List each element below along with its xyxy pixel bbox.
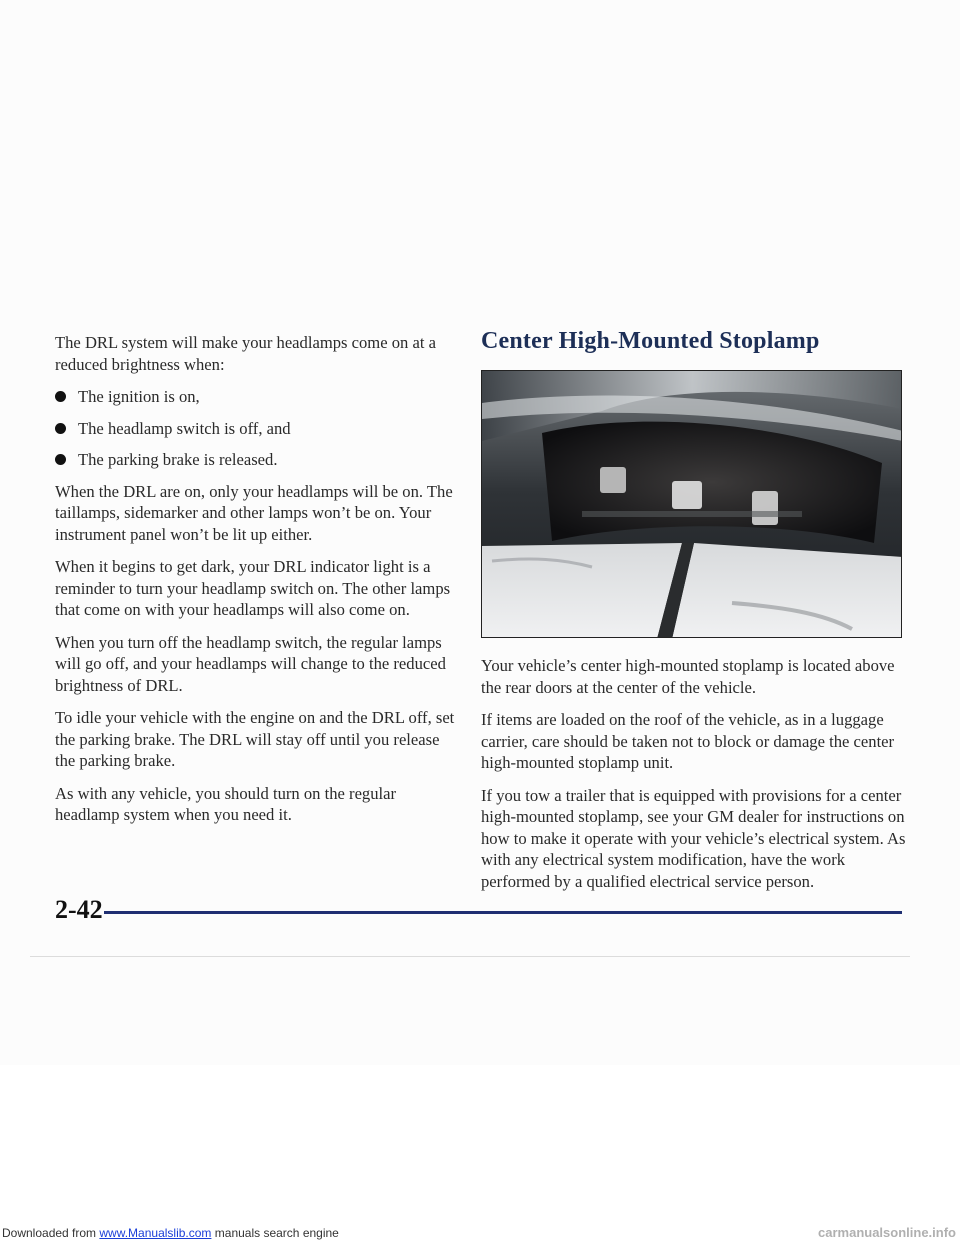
paragraph: If you tow a trailer that is equipped with provisions for a center high-mounted stoplamp, see your GM dealer for instructions on how to make it operate with your vehicle’s electrical system. As with any electrical system modification, have the work performed by a qualified electrical service person. [481,785,906,891]
section-heading: Center High-Mounted Stoplamp [481,328,820,354]
page-divider [104,911,902,914]
page-number: 2-42 [55,895,103,924]
paragraph: As with any vehicle, you should turn on the regular headlamp system when you need it. [55,783,397,824]
bullet-icon [55,454,66,465]
list-item: The headlamp switch is off, and [55,418,455,440]
paragraph: When the DRL are on, only your headlamps will be on. The taillamps, sidemarker and other lamps won’t be on. Your instrument panel won’t be lit up either. [55,481,453,544]
paragraph: When it begins to get dark, your DRL indicator light is a reminder to turn your headlamp switch on. The other lamps that come on with your headlamps will also come on. [55,557,451,619]
footer-source: Downloaded from www.Manualslib.com manuals search engine [2,1226,339,1240]
paragraph: When you turn off the headlamp switch, the regular lamps will go off, and your headlamps will change to the reduced brightness of DRL. [55,632,446,695]
stoplamp-photo [481,370,902,638]
list-item: The parking brake is released. [55,449,455,471]
paragraph: To idle your vehicle with the engine on and the DRL off, set the parking brake. The DRL will stay off until you release the parking brake. [55,708,455,770]
paragraph: If items are loaded on the roof of the vehicle, as in a luggage carrier, care should be taken not to block or damage the center high-mounted stoplamp unit. [481,710,895,772]
download-footer [0,1226,960,1242]
right-column [481,655,906,903]
faint-divider [30,956,910,957]
bullet-icon [55,391,66,402]
left-column [55,332,455,837]
condition-list [55,386,455,471]
bullet-icon [55,423,66,434]
manualslib-link[interactable]: www.Manualslib.com [99,1226,212,1240]
watermark: carmanualsonline.info [818,1225,956,1240]
paragraph: Your vehicle’s center high-mounted stoplamp is located above the rear doors at the center of the vehicle. [481,656,895,697]
list-item: The ignition is on, [55,386,455,408]
intro-paragraph: The DRL system will make your headlamps come on at a reduced brightness when: [55,333,436,374]
